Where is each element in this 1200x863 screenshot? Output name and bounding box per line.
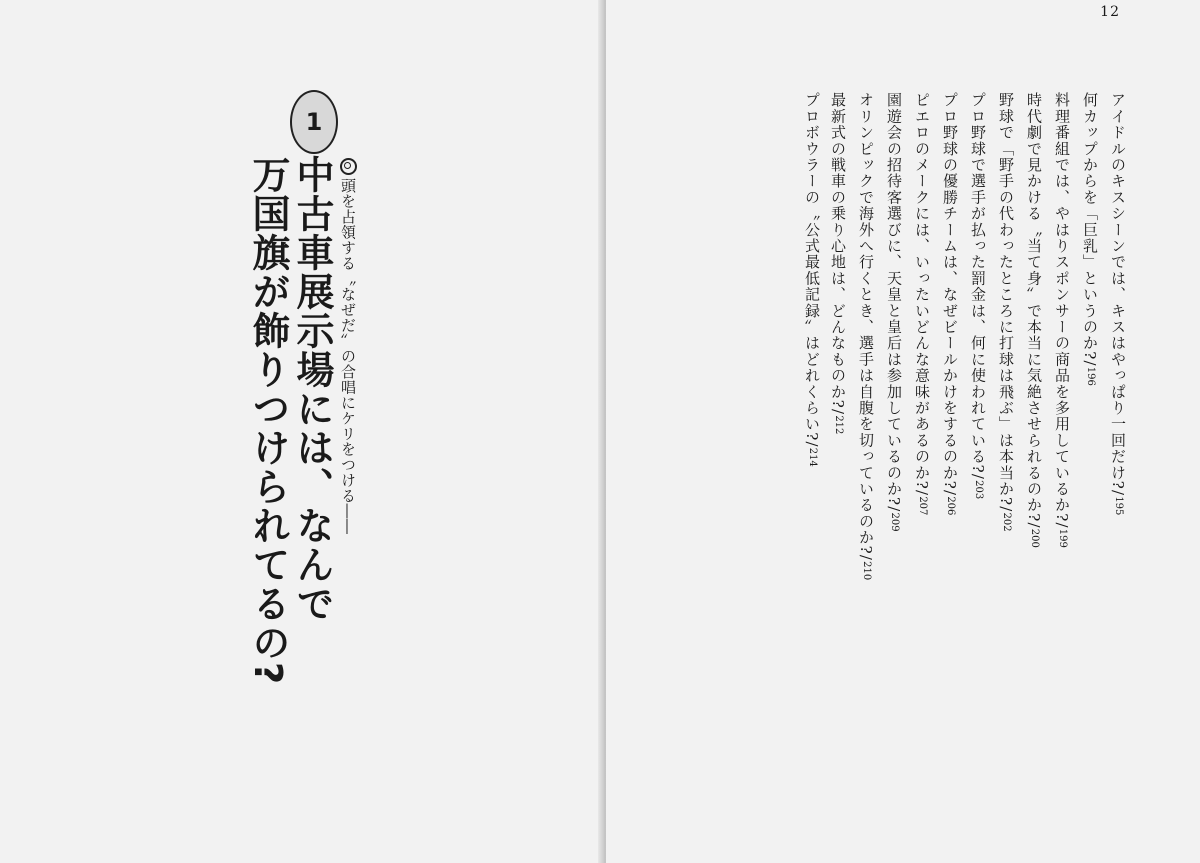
- chapter-title-line-1: 中古車展示場には、なんで: [290, 155, 334, 623]
- toc-item: アイドルのキスシーンでは、キスはやっぱり一回だけ?/195: [1109, 92, 1127, 516]
- toc-item: オリンピックで海外へ行くとき、選手は自腹を切っているのか?/210: [857, 92, 875, 581]
- chapter-subtitle: [338, 158, 358, 535]
- toc-item: 何カップからを「巨乳」というのか?/196: [1081, 92, 1099, 386]
- toc-item: 時代劇で見かける〝当て身〟で本当に気絶させられるのか?/200: [1025, 92, 1043, 548]
- chapter-number: 1: [305, 108, 323, 136]
- chapter-number-badge: [290, 90, 338, 154]
- toc-item: ピエロのメークには、いったいどんな意味があるのか?/207: [913, 92, 931, 516]
- chapter-subtitle-text: 頭を占領する〝なぜだ〟の合唱にケリをつける――: [339, 178, 357, 535]
- chapter-title-line-2: 万国旗が飾りつけられてるの?: [246, 155, 290, 686]
- contents-list: [800, 92, 1140, 612]
- toc-item: 料理番組では、やはりスポンサーの商品を多用しているか?/199: [1053, 92, 1071, 548]
- page-number: 12: [1100, 4, 1120, 20]
- toc-item: 園遊会の招待客選びに、天皇と皇后は参加しているのか?/209: [885, 92, 903, 532]
- spiral-icon: [340, 158, 357, 175]
- toc-item: プロ野球の優勝チームは、なぜビールかけをするのか?/206: [941, 92, 959, 516]
- toc-item: プロボウラーの〝公式最低記録〟はどれくらい?/214: [803, 92, 821, 467]
- toc-item: 野球で「野手の代わったところに打球は飛ぶ」は本当か?/202: [997, 92, 1015, 532]
- toc-item: 最新式の戦車の乗り心地は、どんなものか?/212: [829, 92, 847, 435]
- toc-item: プロ野球で選手が払った罰金は、何に使われている?/203: [969, 92, 987, 500]
